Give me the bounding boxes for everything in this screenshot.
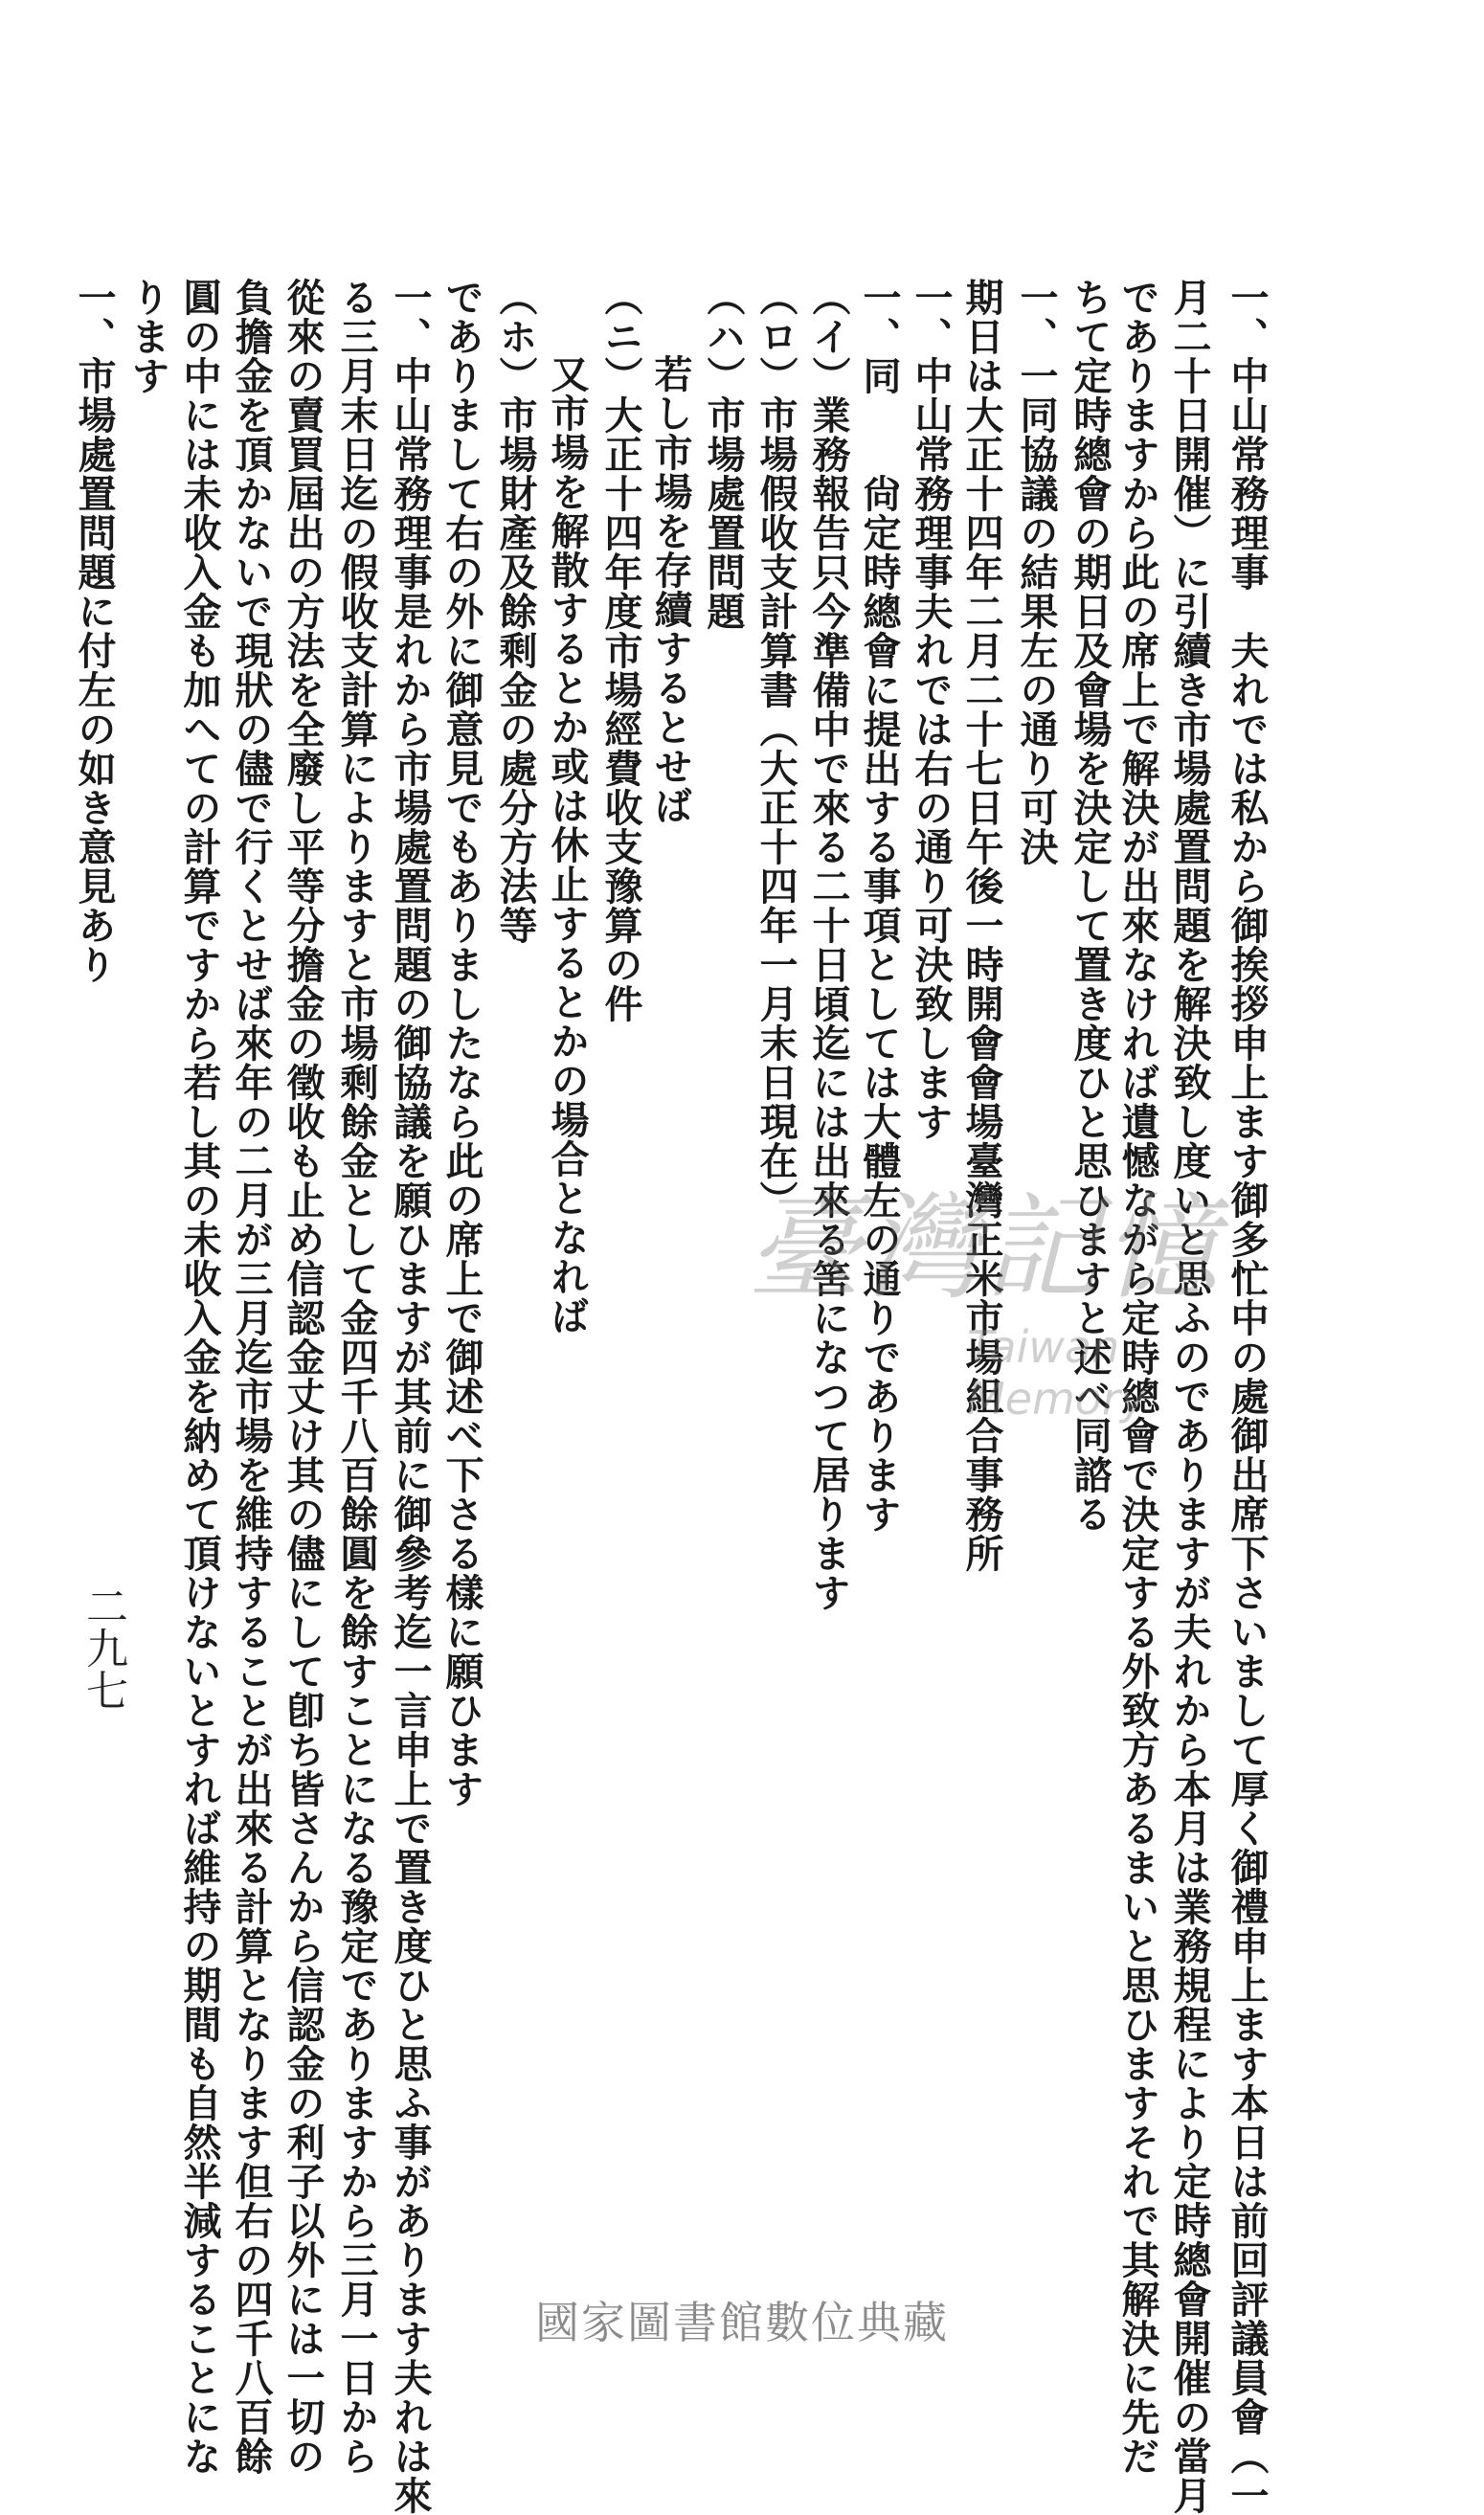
footer-credit: 國家圖書館數位典藏	[535, 2297, 949, 2348]
text-column: 一、同 尙定時總會に提出する事項としては大體左の通りであります	[857, 278, 902, 1534]
text-column: ります	[125, 278, 170, 395]
text-column: る三月末日迄の假收支計算によりますと市場剩餘金として金四千八百餘圓を餘すことになる豫定でありますから三月一日から	[334, 278, 379, 2476]
text-column: ちて定時總會の期日及會場を決定して置き度ひと思ひますと述べ同諮る	[1068, 278, 1113, 1534]
text-column: 一、中山常務理事是れから市場處置問題の御協議を願ひますが其前に御參考迄一言申上で置き度ひと思ふ事があります夫れは來	[388, 278, 433, 2515]
text-column: 圓の中には未收入金も加へての計算ですから若し其の未收入金を納めて頂けないとすれば維持の期間も自然半減することにな	[177, 278, 222, 2476]
text-column: （ニ）大正十四年度市場經費收支豫算の件	[598, 278, 643, 1023]
text-column: でありまして右の外に御意見でもありましたなら此の席上で御述べ下さる樣に願ひます	[439, 278, 484, 1808]
text-column: 一、中山常務理事 夫れでは私から御挨拶申上ます御多忙中の處御出席下さいまして厚く御禮申上ます本日は前回評議員會（一	[1225, 278, 1270, 2515]
text-column: 一、中山常務理事夫れでは右の通り可決致します	[909, 278, 954, 1141]
watermark-logo-subtext: Taiwan Memory	[967, 1321, 1147, 1425]
text-column: 從來の賣買屆出の方法を全廢し平等分擔金の徵收も止め信認金丈け其の儘にして卽ち皆さんから信認金の利子以外には一切の	[281, 278, 326, 2476]
text-column: （ハ）市場處置問題	[701, 278, 746, 631]
text-column: （イ）業務報告只今準備中で來る二十日頃迄には出來る筈になつて居ります	[806, 278, 851, 1612]
text-column: （ロ）市場假收支計算書（大正十四年一月末日現在）	[753, 278, 798, 1220]
text-column: 又市場を解散するとか或は休止するとかの場合となれば	[545, 354, 590, 1336]
text-column: でありますから此の席上で解決が出來なければ遺憾ながら定時總會で決定する外致方あるまいと思ひますそれで其解決に先だ	[1115, 278, 1160, 2476]
text-column: 月二十日開催）に引續き市場處置問題を解決致し度いと思ふのでありますが夫れから本月は業務規程により定時總會開催の當月	[1167, 278, 1212, 2515]
page-number: 二九七	[79, 1584, 127, 1711]
watermark	[747, 1178, 1283, 1425]
text-column: 負擔金を頂かないで現狀の儘で行くとせば來年の二月が三月迄市場を維持することが出來る計算となります但右の四千八百餘	[229, 278, 274, 2476]
text-column: 一、市場處置問題に付左の如き意見あり	[72, 278, 117, 984]
text-column: 若し市場を存續するとせば	[648, 354, 693, 825]
text-column: 一、一同協議の結果左の通り可決	[1014, 278, 1059, 866]
watermark-logo-text: 臺灣記憶	[747, 1182, 1222, 1315]
text-column: 期日は大正十四年二月二十七日午後一時開會會場臺灣正米市場組合事務所	[959, 278, 1004, 1573]
text-column: （ホ）市場財產及餘剩金の處分方法等	[493, 278, 538, 945]
